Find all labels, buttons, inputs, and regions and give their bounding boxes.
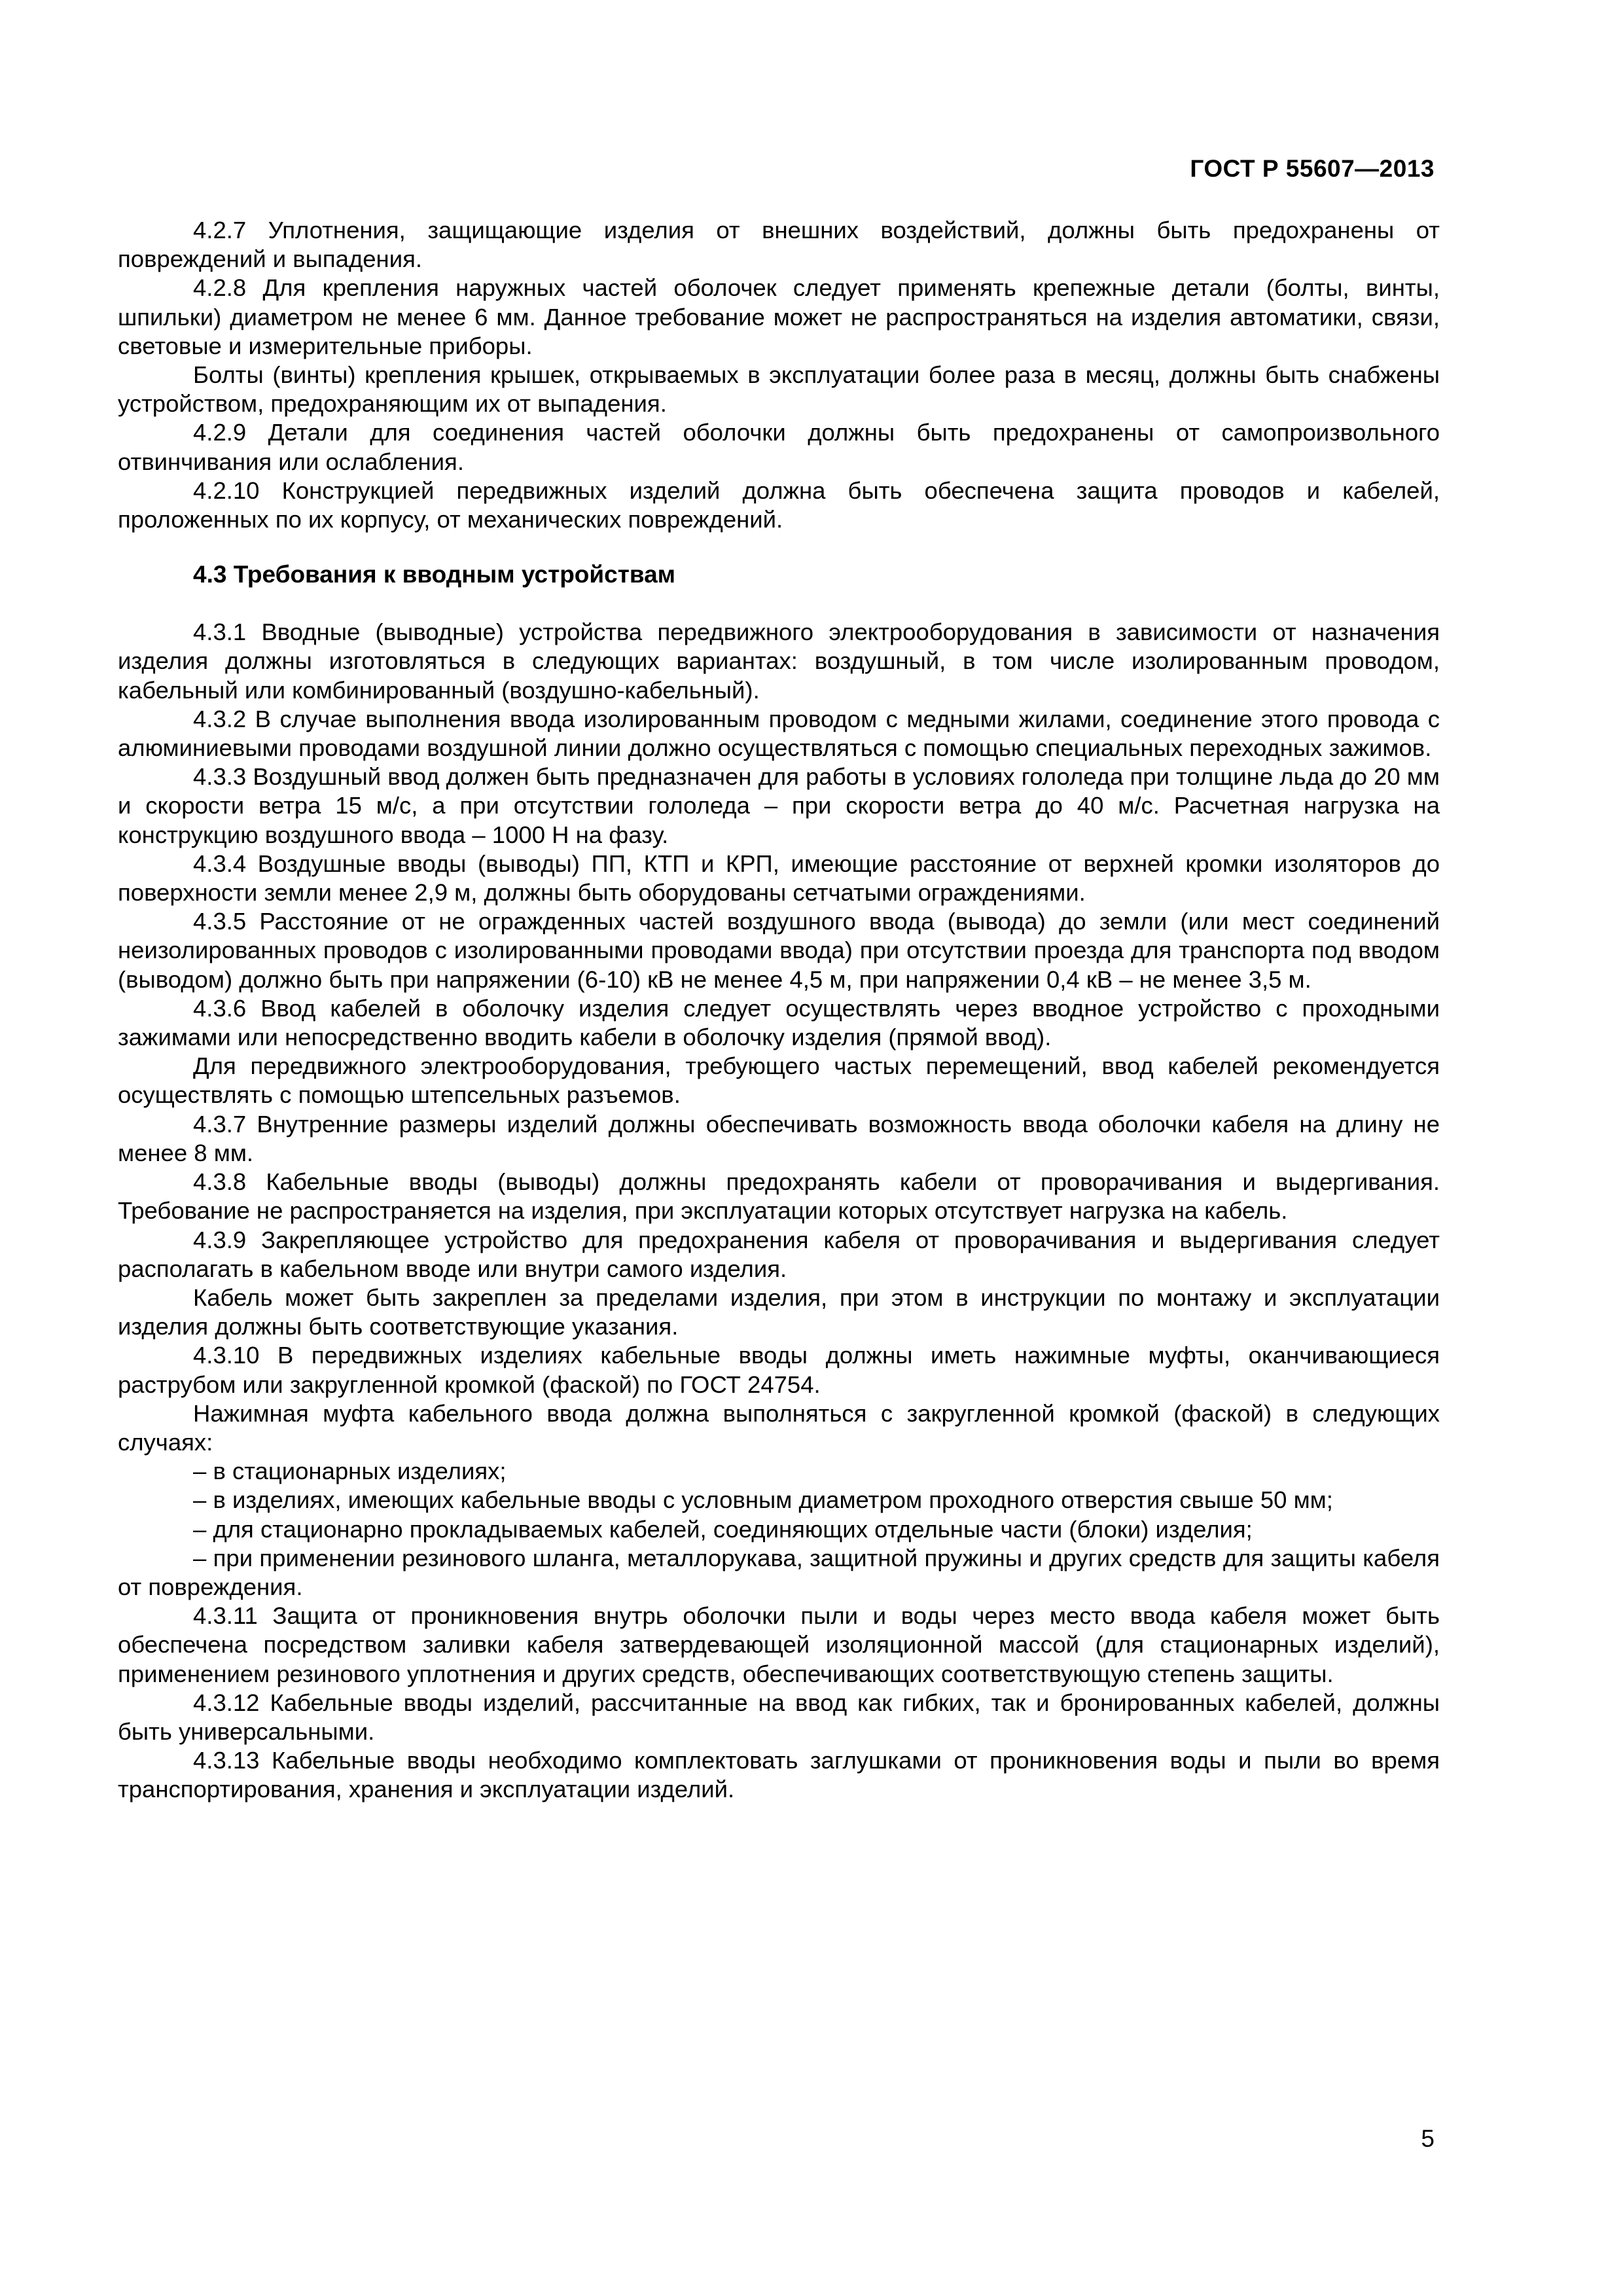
page-number: 5 (1421, 2125, 1435, 2152)
list-item-protection: – при применении резинового шланга, металлорукава, защитной пружины и других средств для защиты кабеля от повреждения. (118, 1544, 1440, 1600)
paragraph-4-3-1: 4.3.1 Вводные (выводные) устройства передвижного электрооборудования в зависимости от назначения изделия должны изготовляться в следующих вариантах: воздушный, в том числе изолированным проводом, кабельный или комбинированный (воздушно-кабельный). (118, 619, 1440, 704)
paragraph-4-2-8: 4.2.8 Для крепления наружных частей оболочек следует применять крепежные детали (болты, винты, шпильки) диаметром не менее 6 мм. Данное требование может не распространяться на изделия автоматики, связи, световые и измерительные приборы. (118, 274, 1440, 359)
paragraph-4-3-13: 4.3.13 Кабельные вводы необходимо комплектовать заглушками от проникновения воды и пыли во время транспортирования, хранения и эксплуатации изделий. (118, 1747, 1440, 1803)
section-heading-4-3: 4.3 Требования к вводным устройствам (193, 561, 676, 588)
paragraph-4-3-9: 4.3.9 Закрепляющее устройство для предохранения кабеля от проворачивания и выдергивания следует располагать в кабельном вводе или внутри самого изделия. (118, 1226, 1440, 1282)
list-item-stationary-cables: – для стационарно прокладываемых кабелей, соединяющих отдельные части (блоки) изделия; (193, 1515, 1253, 1543)
paragraph-4-3-4: 4.3.4 Воздушные вводы (выводы) ПП, КТП и КРП, имеющие расстояние от верхней кромки изоляторов до поверхности земли менее 2,9 м, должны быть оборудованы сетчатыми ограждениями. (118, 850, 1440, 906)
paragraph-4-3-2: 4.3.2 В случае выполнения ввода изолированным проводом с медными жилами, соединение этого провода с алюминиевыми проводами воздушной линии должно осуществляться с помощью специальных переходных зажимов. (118, 705, 1440, 762)
paragraph-4-3-12: 4.3.12 Кабельные вводы изделий, рассчитанные на ввод как гибких, так и бронированных кабелей, должны быть универсальными. (118, 1689, 1440, 1745)
list-item-stationary: – в стационарных изделиях; (193, 1458, 507, 1485)
paragraph-4-3-11: 4.3.11 Защита от проникновения внутрь оболочки пыли и воды через место ввода кабеля может быть обеспечена посредством заливки кабеля затвердевающей изоляционной массой (для стационарных изделий), применением резинового уплотнения и других средств, обеспечивающих соответствующую степень защиты. (118, 1602, 1440, 1687)
standard-code-header: ГОСТ Р 55607—2013 (1190, 155, 1435, 182)
document-body (118, 216, 1440, 1804)
list-item-diameter: – в изделиях, имеющих кабельные вводы с условным диаметром проходного отверстия свыше 50 мм; (193, 1486, 1333, 1514)
paragraph-4-3-6-connectors: Для передвижного электрооборудования, требующего частых перемещений, ввод кабелей рекомендуется осуществлять с помощью штепсельных разъемов. (118, 1052, 1440, 1109)
paragraph-4-2-9: 4.2.9 Детали для соединения частей оболочки должны быть предохранены от самопроизвольного отвинчивания или ослабления. (118, 419, 1440, 475)
paragraph-4-2-8-bolts: Болты (винты) крепления крышек, открываемых в эксплуатации более раза в месяц, должны быть снабжены устройством, предохраняющим их от выпадения. (118, 361, 1440, 418)
paragraph-4-2-10: 4.2.10 Конструкцией передвижных изделий должна быть обеспечена защита проводов и кабелей, проложенных по их корпусу, от механических повреждений. (118, 476, 1440, 533)
paragraph-4-3-8: 4.3.8 Кабельные вводы (выводы) должны предохранять кабели от проворачивания и выдергивания. Требование не распространяется на изделия, при эксплуатации которых отсутствует нагрузка на кабель. (118, 1168, 1440, 1225)
paragraph-4-3-9-cable: Кабель может быть закреплен за пределами изделия, при этом в инструкции по монтажу и эксплуатации изделия должны быть соответствующие указания. (118, 1283, 1440, 1340)
paragraph-4-3-10-cases: Нажимная муфта кабельного ввода должна выполняться с закругленной кромкой (фаской) в следующих случаях: (118, 1399, 1440, 1456)
paragraph-4-3-5: 4.3.5 Расстояние от не огражденных частей воздушного ввода (вывода) до земли (или мест соединений неизолированных проводов с изолированными проводами ввода) при отсутствии проезда для транспорта под вводом (выводом) должно быть при напряжении (6-10) кВ не менее 4,5 м, при напряжении 0,4 кВ – не менее 3,5 м. (118, 908, 1440, 993)
paragraph-4-3-3: 4.3.3 Воздушный ввод должен быть предназначен для работы в условиях гололеда при толщине льда до 20 мм и скорости ветра 15 м/с, а при отсутствии гололеда – при скорости ветра до 40 м/с. Расчетная нагрузка на конструкцию воздушного ввода – 1000 Н на фазу. (118, 763, 1440, 848)
paragraph-4-2-7: 4.2.7 Уплотнения, защищающие изделия от внешних воздействий, должны быть предохранены от повреждений и выпадения. (118, 217, 1440, 273)
paragraph-4-3-10: 4.3.10 В передвижных изделиях кабельные вводы должны иметь нажимные муфты, оканчивающиеся раструбом или закругленной кромкой (фаской) по ГОСТ 24754. (118, 1342, 1440, 1398)
paragraph-4-3-6: 4.3.6 Ввод кабелей в оболочку изделия следует осуществлять через вводное устройство с проходными зажимами или непосредственно вводить кабели в оболочку изделия (прямой ввод). (118, 994, 1440, 1051)
paragraph-4-3-7: 4.3.7 Внутренние размеры изделий должны обеспечивать возможность ввода оболочки кабеля на длину не менее 8 мм. (118, 1110, 1440, 1166)
